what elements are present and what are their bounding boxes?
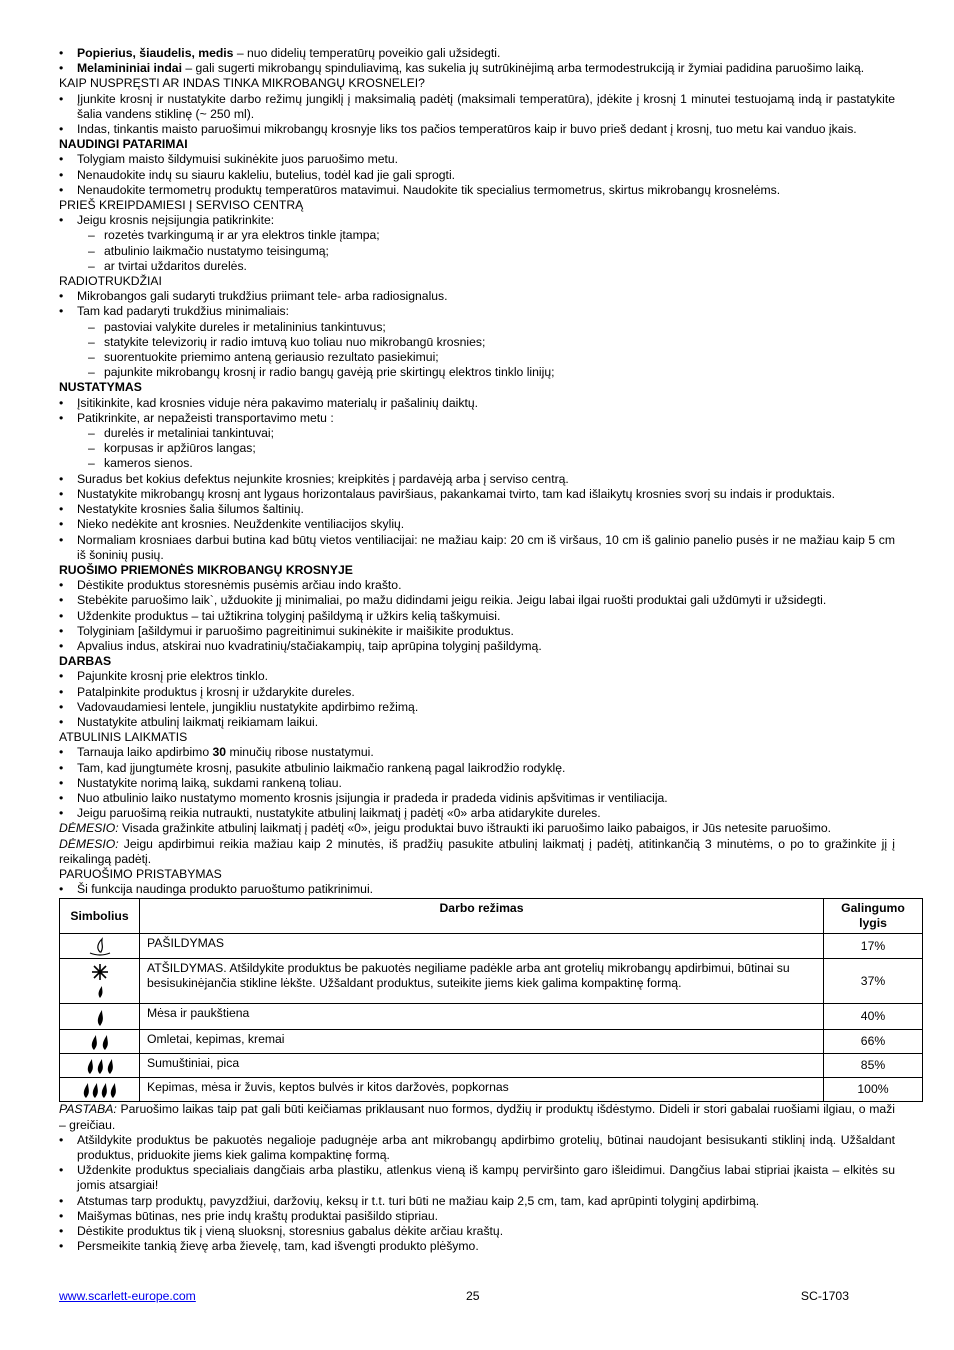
list-item: • Normaliam krosniaes darbui butina kad būtų vietos ventiliacijai: ne mažiau kaip: 20 cm iš viršaus, 10 cm iš galinio panelio pusės ir ne mažiau kaip 5 cm iš šoninių pusių. — [59, 533, 895, 563]
mode-cell: ATŠILDYMAS. Atšildykite produktus be pakuotės negiliame padėkle arba ant grotelių mikrobangų apdirbimui, būtinai su besisukinėjančia stikline lėkšte. Užšaldant produktus, suteikite jiems kiek galima kompaktinę formą. — [140, 959, 824, 1004]
after-list — [59, 1133, 895, 1255]
sub-list-item: – atbulinio laikmačio nustatymo teisingumą; — [59, 244, 895, 259]
list-item: • Tolyginiam [ašildymui ir paruošimo pagreitinimui sukinėkite ir maišikite produktus. — [59, 624, 895, 639]
power-cell: 85% — [824, 1054, 923, 1078]
list-item: • Jeigu paruošimą reikia nutraukti, nustatykite atbulinį laikmatį į padėtį «0» arba atidarykite dureles. — [59, 806, 895, 821]
section-title: DARBAS — [59, 654, 112, 669]
defrost-icon — [60, 959, 140, 1004]
list-item: • Apvalius indus, atskirai nuo kvadratinių/stačiakampių, taip aprūpina tolyginį pašildymą. — [59, 639, 895, 654]
list-item: • Tolygiam maisto šildymuisi sukinėkite juos paruošimo metu. — [59, 152, 895, 167]
list-item: • Maišymas būtinas, nes prie indų kraštų produktai pasišildo stipriau. — [59, 1209, 895, 1224]
one-flame-icon — [60, 1004, 140, 1030]
list-item: • Dėstikite produktus storesnėmis pusėmis arčiau indo krašto. — [59, 578, 895, 593]
table-row — [60, 1054, 923, 1078]
sub-list-item: – kameros sienos. — [59, 456, 895, 471]
mode-cell: Sumuštiniai, pica — [140, 1054, 824, 1078]
power-cell: 37% — [824, 959, 923, 1004]
list-item: • Tam kad padaryti trukdžius minimaliais: — [59, 304, 895, 319]
header-symbol: Simbolius — [60, 899, 140, 934]
sub-list-item: – suorentuokite priemimo anteną geriausio rezultato pasiekimui; — [59, 350, 895, 365]
three-flames-icon — [60, 1054, 140, 1078]
mode-cell: Omletai, kepimas, kremai — [140, 1030, 824, 1054]
list-item: • Indas, tinkantis maisto paruošimui mikrobangų krosnyje liks tos pačios temperatūros kaip ir buvo prieš dedant į krosnį, tuo metu kai vanduo įkais. — [59, 122, 895, 137]
s9-list — [59, 882, 895, 897]
list-item: • Dėstikite produktus tik į vieną sluoksnį, storesnius gabalus dėkite arčiau kraštų. — [59, 1224, 895, 1239]
list-item: • Patikrinkite, ar nepažeisti transportavimo metu : — [59, 411, 895, 426]
power-cell: 17% — [824, 934, 923, 959]
model-number: SC-1703 — [800, 1289, 849, 1303]
list-item: • Popierius, šiaudelis, medis – nuo didelių temperatūrų poveikio gali užsidegti. — [59, 46, 895, 61]
s3-list — [59, 213, 895, 274]
list-item: • Jeigu krosnis neįsijungia patikrinkite: — [59, 213, 895, 228]
s6-list — [59, 578, 895, 654]
sub-list-item: – pastoviai valykite dureles ir metalininius tankintuvus; — [59, 320, 895, 335]
s1-list — [59, 92, 895, 138]
mode-cell: PAŠILDYMAS — [140, 934, 824, 959]
header-mode: Darbo režimas — [140, 899, 824, 934]
table-row — [60, 1030, 923, 1054]
list-item: • Uždenkite produktus – tai užtikrina tolyginį pašildymą ir užkirs kelią taškymuisi. — [59, 609, 895, 624]
section-title: RUOŠIMO PRIEMONĖS MIKROBANGŲ KROSNYJE — [59, 562, 353, 577]
reheat-icon — [60, 934, 140, 959]
s7-list — [59, 669, 895, 730]
list-item: • Uždenkite produktus specialiais dangčiais arba plastiku, atlenkus vieną iš kampų perviršinto garo išleidimui. Dangčius labai stipriai įkaista – elkitės su jomis atsargiai! — [59, 1163, 895, 1193]
list-item: • Atstumas tarp produktų, pavyzdžiui, daržovių, keksų ir t.t. turi būti ne mažiau kaip 2,5 cm, tam, kad aprūpinti tolyginį apdirbimą. — [59, 1194, 895, 1209]
s2-list — [59, 152, 895, 198]
list-item: • Patalpinkite produktus į krosnį ir uždarykite dureles. — [59, 685, 895, 700]
list-item: • Tam, kad įjungtumėte krosnį, pasukite atbulinio laikmačio rankeną pagal laikrodžio rodyklę. — [59, 761, 895, 776]
list-item: • Vadovaudamiesi lentele, jungikliu nustatykite apdirbimo režimą. — [59, 700, 895, 715]
section-title: NUSTATYMAS — [59, 380, 142, 395]
mode-cell: Kepimas, mėsa ir žuvis, keptos bulvės ir kitos daržovės, popkornas — [140, 1078, 824, 1102]
table-row — [60, 959, 923, 1004]
list-item: • Nieko nedėkite ant krosnies. Neuždenkite ventiliacijos skylių. — [59, 517, 895, 532]
list-item: • Stebėkite paruošimo laik`, užduokite jį minimaliai, po mažu didindami jeigu reikia. Jeigu labai ilgai ruošti produktai gali uždūmyti ir užsidegti. — [59, 593, 895, 608]
s4-list — [59, 289, 895, 380]
section-title: KAIP NUSPRĘSTI AR INDAS TINKA MIKROBANGŲ KROSNELEI? — [59, 76, 425, 91]
header-power: Galingumo lygis — [824, 899, 923, 934]
power-cell: 100% — [824, 1078, 923, 1102]
list-item: • Nenaudokite termometrų produktų temperatūros matavimui. Naudokite tik specialius termometrus, skirtus mikrobangų krosnelėms. — [59, 183, 895, 198]
list-item: • Įjunkite krosnį ir nustatykite darbo režimų jungiklį į maksimalią padėtį (maksimali temperatūra), įdėkite į krosnį 1 minutei testuojamą indą ir pastatykite šalia vandens stiklinę (~ 250 ml). — [59, 92, 895, 122]
intro-list — [59, 46, 895, 76]
page-number: 25 — [466, 1289, 480, 1303]
sub-list-item: – rozetės tvarkingumą ir ar yra elektros tinkle įtampa; — [59, 228, 895, 243]
list-item: • Nestatykite krosnies šalia šilumos šaltinių. — [59, 502, 895, 517]
s5-list — [59, 396, 895, 563]
sub-list-item: – statykite televizorių ir radio imtuvą kuo toliau nuo mikrobangū krosnies; — [59, 335, 895, 350]
list-item: • Nustatykite mikrobangų krosnį ant lygaus horizontalaus paviršiaus, pakankamai tvirto, tam kad išlaikytų krosnies svorį su indais ir produktais. — [59, 487, 895, 502]
table-row — [60, 1004, 923, 1030]
power-cell: 40% — [824, 1004, 923, 1030]
list-item: • Nuo atbulinio laiko nustatymo momento krosnis įsijungia ir pradeda ir pradeda vidinis apšvitimas ir ventiliacija. — [59, 791, 895, 806]
section-title: NAUDINGI PATARIMAI — [59, 137, 188, 152]
sub-list-item: – ar tvirtai uždaritos durelės. — [59, 259, 895, 274]
sub-list-item: – pajunkite mikrobangų krosnį ir radio bangų gavėją prie skirtingų elektros tinklo linijų; — [59, 365, 895, 380]
four-flames-icon — [60, 1078, 140, 1102]
list-item: • Melamininiai indai – gali sugerti mikrobangų spinduliavimą, kas sukelia jų sutrūkinėjimą arba termodestrukciją ir žymiai padidina paruošimo laiką. — [59, 61, 895, 76]
list-item: • Persmeikite tankią žievę arba žievelę, tam, kad išvengti produkto plėšymo. — [59, 1239, 895, 1254]
list-item: • Atšildykite produktus be pakuotės negalioje padugnėje arba ant mikrobangų apdirbimo grotelių, būtinai naudojant besisukanti stiklinį indą. Užšaldant produktus, priduokite jiems kiek galima kompaktinę formą. — [59, 1133, 895, 1163]
power-table — [59, 898, 923, 1102]
list-item: • Nenaudokite indų su siauru kakleliu, butelius, todėl kad jie gali sprogti. — [59, 168, 895, 183]
mode-cell: Mėsa ir paukštiena — [140, 1004, 824, 1030]
page-content — [59, 46, 905, 1254]
s8-list — [59, 745, 895, 821]
warning-note: DĖMESIO: Jeigu apdirbimui reikia mažiau kaip 2 minutės, iš pradžių pasukite atbulinį laikmatį į padėtį, atitinkančią 3 minutėms, o po to gražinkite jį į reikalingą padėtį. — [59, 836, 895, 866]
section-title: ATBULINIS LAIKMATIS — [59, 730, 188, 745]
list-item: • Pajunkite krosnį prie elektros tinklo. — [59, 669, 895, 684]
power-cell: 66% — [824, 1030, 923, 1054]
list-item: • Nustatykite atbulinį laikmatį reikiamam laikui. — [59, 715, 895, 730]
note: PASTABA: Paruošimo laikas taip pat gali būti keičiamas priklausant nuo formos, dydžių ir produktų išdėstymo. Dideli ir stori gabalai ruošiami ilgiau, o maži – greičiau. — [59, 1102, 895, 1132]
list-item: • Įsitikinkite, kad krosnies viduje nėra pakavimo materialų ir pašalinių daiktų. — [59, 396, 895, 411]
list-item: • Nustatykite norimą laiką, sukdami rankeną toliau. — [59, 776, 895, 791]
sub-list-item: – korpusas ir apžiūros langas; — [59, 441, 895, 456]
table-row — [60, 1078, 923, 1102]
section-title: PRIEŠ KREIPDAMIESI Į SERVISO CENTRĄ — [59, 198, 304, 213]
table-header-row — [60, 899, 923, 934]
website-link[interactable]: www.scarlett-europe.com — [59, 1289, 196, 1303]
sub-list-item: – durelės ir metaliniai tankintuvai; — [59, 426, 895, 441]
list-item: • Suradus bet kokius defektus nejunkite krosnies; kreipkitės į pardavėją arba į serviso centrą. — [59, 472, 895, 487]
list-item: • Tarnauja laiko apdirbimo 30 minučių ribose nustatymui. — [59, 745, 895, 760]
list-item: • Mikrobangos gali sudaryti trukdžius priimant tele- arba radiosignalus. — [59, 289, 895, 304]
table-row — [60, 934, 923, 959]
list-item: • Ši funkcija naudinga produkto paruoštumo patikrinimui. — [59, 882, 895, 897]
two-flames-icon — [60, 1030, 140, 1054]
section-title: RADIOTRUKDŽIAI — [59, 274, 162, 289]
warning-note: DĖMESIO: Visada gražinkite atbulinį laikmatį į padėtį «0», jeigu produktai buvo ištraukti iki paruošimo laiko pabaigos, ir Jūs netesite paruošimo. — [59, 821, 832, 836]
section-title: PARUOŠIMO PRISTABYMAS — [59, 866, 222, 881]
